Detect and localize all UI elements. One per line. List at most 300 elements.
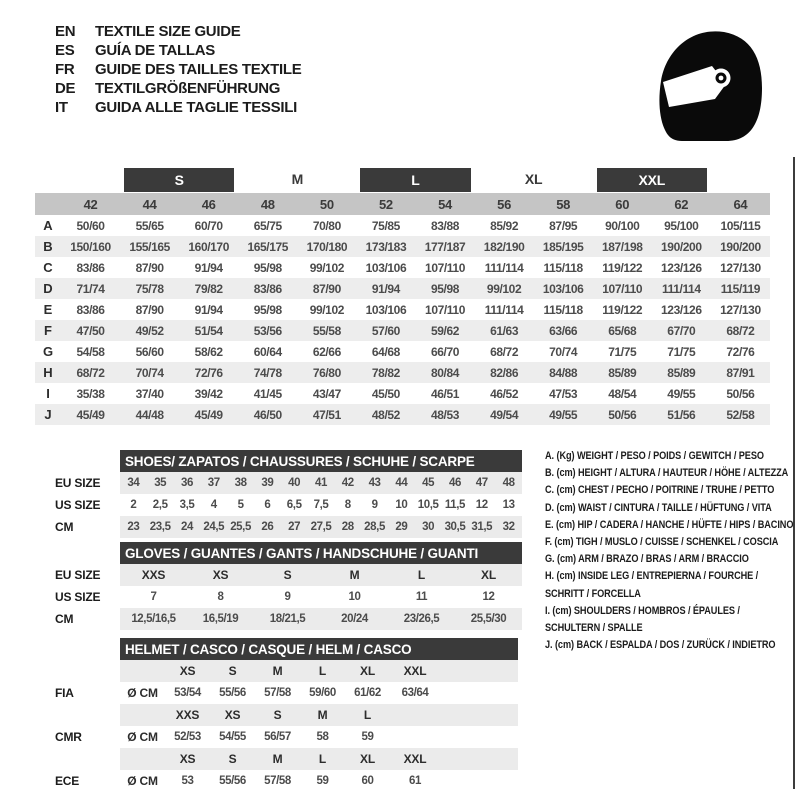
measure-value-cell: 68/72 — [490, 344, 519, 359]
measure-value-cell: 190/200 — [652, 236, 711, 257]
gloves-cell: 9 — [284, 591, 291, 603]
measure-value-cell: 87/91 — [711, 362, 770, 383]
size-group-box: L — [360, 168, 470, 192]
shoes-cell: 31,5 — [468, 516, 495, 538]
size-number-row — [35, 193, 770, 215]
legend-line-4: E. (cm) HIP / CADERA / HANCHE / HÜFTE / HIPS / BACINO — [545, 518, 794, 531]
shoes-cell: 3,5 — [179, 499, 195, 511]
measure-value-cell: 103/106 — [365, 302, 407, 317]
gloves-cell: 12 — [482, 591, 495, 603]
helmet-cell: XXS — [165, 704, 210, 726]
helmet-cell: 63/64 — [401, 687, 429, 699]
gloves-title-spacer — [55, 542, 120, 564]
measure-row-h — [35, 362, 770, 383]
helmet-cell: 59/60 — [309, 687, 336, 699]
measure-value-cell: 70/74 — [549, 344, 578, 359]
measurement-legend — [545, 448, 793, 654]
measure-value-cell: 115/118 — [543, 302, 583, 317]
size-group-cell — [475, 167, 593, 193]
helmet-row-1 — [55, 682, 518, 704]
shoes-cell: 24,5 — [200, 516, 227, 538]
helmet-cell — [440, 682, 518, 704]
measure-value-cell: 35/38 — [76, 386, 105, 401]
helmet-title-bar: HELMET / CASCO / CASQUE / HELM / CASCO — [120, 638, 518, 660]
helmet-title-row — [55, 638, 518, 660]
measure-value-cell: 45/49 — [179, 404, 238, 425]
helmet-cell: 55/56 — [219, 775, 246, 787]
shoes-cell: 39 — [254, 472, 281, 494]
gloves-cell: 23/26,5 — [388, 608, 455, 630]
measure-value-cell: 187/198 — [593, 236, 652, 257]
gloves-cell: 10 — [348, 591, 361, 603]
measure-value-cell: 50/60 — [76, 218, 105, 233]
shoes-cell: 48 — [495, 472, 522, 494]
helmet-cell — [440, 704, 518, 726]
measure-row-label: I — [46, 386, 50, 401]
helmet-cell: XL — [345, 748, 390, 770]
measure-value-cell: 115/119 — [711, 278, 770, 299]
title-line-it — [55, 98, 301, 117]
measure-value-cell: 155/165 — [120, 236, 179, 257]
language-code: EN — [55, 23, 76, 40]
shoes-cell: 27,5 — [308, 516, 335, 538]
measure-value-cell: 185/195 — [534, 236, 593, 257]
measure-value-cell: 127/130 — [720, 302, 761, 317]
legend-line-9: I. (cm) SHOULDERS / HOMBROS / ÉPAULES / — [545, 604, 740, 617]
shoes-cell: 4 — [210, 499, 217, 511]
shoes-cell: 35 — [147, 472, 174, 494]
size-group-box: XXL — [597, 168, 707, 192]
measure-value-cell: 107/110 — [425, 260, 465, 275]
helmet-cell: L — [300, 660, 345, 682]
measure-value-cell: 79/82 — [179, 278, 238, 299]
measure-value-cell: 63/66 — [534, 320, 593, 341]
helmet-cell: M — [255, 748, 300, 770]
measure-value-cell: 49/55 — [667, 386, 696, 401]
measure-value-cell: 49/54 — [475, 404, 534, 425]
measure-value-cell: 95/98 — [253, 260, 282, 275]
measure-value-cell: 60/70 — [194, 218, 223, 233]
gloves-row-label: CM — [55, 612, 74, 626]
size-number-cell: 60 — [593, 193, 652, 215]
measure-value-cell: 103/106 — [365, 260, 407, 275]
measure-value-cell: 170/180 — [297, 236, 356, 257]
helmet-cell — [440, 660, 518, 682]
measure-value-cell: 71/75 — [667, 344, 696, 359]
measure-value-cell: 58/62 — [194, 344, 223, 359]
helmet-cell: 52/53 — [174, 731, 201, 743]
measure-row-label: C — [43, 260, 53, 275]
measure-value-cell: 51/56 — [652, 404, 711, 425]
helmet-cell: S — [210, 660, 255, 682]
language-title: GUÍA DE TALLAS — [95, 42, 215, 59]
measure-value-cell: 57/60 — [356, 320, 415, 341]
shoes-cell: 28 — [334, 516, 361, 538]
legend-line-3: D. (cm) WAIST / CINTURA / TAILLE / HÜFTUNG / VITA — [545, 501, 772, 514]
measure-value-cell: 64/68 — [371, 344, 400, 359]
measure-value-cell: 61/63 — [475, 320, 534, 341]
page-edge-line — [793, 157, 795, 789]
helmet-row-label: ECE — [55, 774, 80, 788]
helmet-cell: S — [255, 704, 300, 726]
measure-value-cell: 74/78 — [238, 362, 297, 383]
helmet-cell — [440, 726, 518, 748]
measure-value-cell: 62/66 — [312, 344, 341, 359]
gloves-body — [55, 542, 522, 630]
shoes-row-0 — [55, 472, 522, 494]
size-group-cell — [120, 167, 238, 193]
gloves-row-label: EU SIZE — [55, 568, 101, 582]
measure-value-cell: 50/56 — [726, 386, 755, 401]
helmet-cell: XL — [345, 660, 390, 682]
measure-value-cell: 123/126 — [661, 302, 702, 317]
size-band-spacer — [35, 193, 61, 215]
measure-value-cell: 56/60 — [135, 344, 164, 359]
measure-row-label: D — [35, 278, 61, 299]
size-number-cell: 54 — [415, 193, 474, 215]
title-line-es — [55, 41, 301, 60]
helmet-cell: 59 — [361, 731, 374, 743]
measure-value-cell: 182/190 — [475, 236, 534, 257]
gloves-title-bar: GLOVES / GUANTES / GANTS / HANDSCHUHE / GUANTI — [120, 542, 522, 564]
measure-value-cell: 127/130 — [720, 260, 761, 275]
measure-value-cell: 99/102 — [309, 302, 344, 317]
measure-value-cell: 55/65 — [135, 218, 164, 233]
helmet-row-label — [55, 660, 120, 682]
helmet-cell: M — [255, 660, 300, 682]
language-title: TEXTILE SIZE GUIDE — [95, 23, 241, 40]
size-group-cell — [711, 167, 770, 193]
helmet-cell: L — [300, 748, 345, 770]
measure-value-cell: 68/72 — [711, 320, 770, 341]
legend-line-10: SCHULTERN / SPALLE — [545, 622, 643, 635]
measure-value-cell: 87/90 — [297, 278, 356, 299]
measure-value-cell: 99/102 — [475, 278, 534, 299]
shoes-cell: 37 — [200, 472, 227, 494]
shoes-cell: 32 — [495, 516, 522, 538]
shoes-cell: 34 — [120, 472, 147, 494]
helmet-cell: XS — [210, 704, 255, 726]
shoes-body — [55, 450, 522, 538]
gloves-title-row — [55, 542, 522, 564]
measure-value-cell: 70/80 — [312, 218, 341, 233]
shoes-cell: 10,5 — [417, 499, 439, 511]
measure-value-cell: 45/50 — [371, 386, 400, 401]
helmet-cell: 56/57 — [264, 731, 291, 743]
measure-value-cell: 115/118 — [543, 260, 583, 275]
shoes-cell: 30,5 — [442, 516, 469, 538]
shoes-cell: 23,5 — [147, 516, 174, 538]
measure-value-cell: 47/51 — [297, 404, 356, 425]
measure-value-cell: 107/110 — [593, 278, 652, 299]
legend-line-0: A. (Kg) WEIGHT / PESO / POIDS / GEWITCH / PESO — [545, 450, 764, 462]
measure-row-label: J — [35, 404, 61, 425]
measure-value-cell: 91/94 — [194, 260, 223, 275]
measure-value-cell: 59/62 — [415, 320, 474, 341]
measure-value-cell: 46/51 — [430, 386, 460, 401]
measure-value-cell: 48/52 — [356, 404, 415, 425]
shoes-size-table — [55, 450, 522, 538]
size-group-label: XL — [524, 171, 543, 187]
gloves-size-table — [55, 542, 522, 630]
helmet-body — [55, 638, 518, 792]
measure-value-cell: 76/80 — [297, 362, 356, 383]
size-group-cell — [238, 167, 356, 193]
legend-line-1: B. (cm) HEIGHT / ALTURA / HAUTEUR / HÖHE / ALTEZZA — [545, 467, 789, 480]
measure-row-b — [35, 236, 770, 257]
shoes-cell: 45 — [415, 472, 442, 494]
measure-value-cell: 37/40 — [135, 386, 164, 401]
shoes-row-label: CM — [55, 520, 74, 534]
measure-row-j — [35, 404, 770, 425]
shoes-cell: 36 — [174, 472, 201, 494]
measure-row-i — [35, 383, 770, 404]
shoes-cell: 44 — [388, 472, 415, 494]
size-number-cell: 48 — [238, 193, 297, 215]
title-line-fr — [55, 60, 301, 79]
measure-value-cell: 123/126 — [661, 260, 702, 275]
measure-value-cell: 49/55 — [534, 404, 593, 425]
helmet-row-label — [55, 704, 120, 726]
helmet-cell — [390, 704, 440, 726]
shoes-cell: 42 — [334, 472, 361, 494]
helmet-cell: 61/62 — [354, 687, 381, 699]
measure-value-cell: 70/74 — [120, 362, 179, 383]
measure-value-cell: 95/98 — [253, 302, 282, 317]
measure-value-cell: 46/50 — [238, 404, 297, 425]
helmet-row-label: FIA — [55, 686, 74, 700]
measure-value-cell: 87/90 — [135, 302, 164, 317]
gloves-cell: XXS — [120, 564, 187, 586]
shoes-cell: 29 — [388, 516, 415, 538]
gloves-row-1 — [55, 586, 522, 608]
measure-value-cell: 71/74 — [61, 278, 120, 299]
shoes-cell: 2,5 — [152, 499, 168, 511]
shoes-cell: 23 — [120, 516, 147, 538]
gloves-cell: 18/21,5 — [254, 608, 321, 630]
helmet-cell: 55/56 — [219, 687, 246, 699]
measure-row-g — [35, 341, 770, 362]
gloves-row-0 — [55, 564, 522, 586]
measure-row-label: F — [35, 320, 61, 341]
helmet-cell — [390, 726, 440, 748]
measure-value-cell: 95/98 — [415, 278, 474, 299]
shoes-cell: 6 — [264, 499, 271, 511]
size-group-row — [35, 167, 770, 193]
helmet-cell: 57/58 — [264, 687, 291, 699]
shoes-cell: 5 — [237, 499, 244, 511]
legend-line-2: C. (cm) CHEST / PECHO / POITRINE / TRUHE / PETTO — [545, 484, 775, 497]
measure-value-cell: 85/92 — [490, 218, 519, 233]
helmet-cell: S — [210, 748, 255, 770]
shoes-cell: 12 — [475, 499, 488, 511]
shoes-cell: 47 — [468, 472, 495, 494]
shoes-cell: 41 — [308, 472, 335, 494]
measure-value-cell: 72/76 — [179, 362, 238, 383]
size-number-cell: 42 — [61, 193, 120, 215]
shoes-cell: 7,5 — [313, 499, 329, 511]
gloves-cell: 11 — [415, 591, 428, 603]
helmet-row-2 — [55, 704, 518, 726]
shoes-title-row — [55, 450, 522, 472]
helmet-size-table — [55, 638, 518, 792]
language-code: DE — [55, 80, 76, 97]
measure-row-a — [35, 215, 770, 236]
measure-value-cell: 83/88 — [430, 218, 460, 233]
measure-value-cell: 85/89 — [652, 362, 711, 383]
shoes-cell: 8 — [344, 499, 351, 511]
measure-row-label: E — [43, 302, 53, 317]
helmet-cell: XXL — [390, 660, 440, 682]
helmet-cell: 61 — [409, 775, 421, 787]
gloves-cell: 16,5/19 — [187, 608, 254, 630]
title-line-en — [55, 22, 301, 41]
measure-value-cell: 55/58 — [297, 320, 356, 341]
measure-value-cell: 46/52 — [490, 386, 519, 401]
size-group-cell — [593, 167, 711, 193]
measure-row-label: B — [35, 236, 61, 257]
shoes-cell: 6,5 — [286, 499, 302, 511]
measure-row-c — [35, 257, 770, 278]
measure-value-cell: 43/47 — [312, 386, 341, 401]
gloves-cell: M — [321, 564, 388, 586]
language-title: GUIDE DES TAILLES TEXTILE — [95, 61, 302, 78]
shoes-cell: 9 — [371, 499, 378, 511]
measure-value-cell: 51/54 — [179, 320, 238, 341]
gloves-cell: 20/24 — [321, 608, 388, 630]
legend-line-5: F. (cm) TIGH / MUSLO / CUISSE / SCHENKEL / COSCIA — [545, 536, 779, 549]
size-number-cell: 44 — [120, 193, 179, 215]
measure-row-d — [35, 278, 770, 299]
shoes-row-1 — [55, 494, 522, 516]
measure-value-cell: 75/78 — [120, 278, 179, 299]
measure-value-cell: 90/100 — [605, 218, 640, 233]
measure-value-cell: 66/70 — [430, 344, 460, 359]
helmet-cell: L — [345, 704, 390, 726]
gloves-cell: S — [254, 564, 321, 586]
shoes-cell: 43 — [361, 472, 388, 494]
legend-line-11: J. (cm) BACK / ESPALDA / DOS / ZURÜCK / INDIETRO — [545, 639, 776, 652]
helmet-cell: 53 — [181, 775, 194, 787]
measure-value-cell: 111/114 — [484, 302, 524, 317]
helmet-row-5 — [55, 770, 518, 792]
shoes-cell: 30 — [415, 516, 442, 538]
helmet-cell: 57/58 — [264, 775, 291, 787]
measure-value-cell: 119/122 — [602, 302, 643, 317]
measure-value-cell: 78/82 — [356, 362, 415, 383]
title-line-de — [55, 79, 301, 98]
size-group-label: M — [291, 171, 304, 187]
shoes-cell: 46 — [442, 472, 469, 494]
gloves-row-2 — [55, 608, 522, 630]
measure-value-cell: 111/114 — [652, 278, 711, 299]
shoes-row-label: EU SIZE — [55, 476, 101, 490]
size-number-cell: 62 — [652, 193, 711, 215]
language-title: GUIDA ALLE TAGLIE TESSILI — [95, 99, 297, 116]
helmet-title-spacer — [55, 638, 120, 660]
helmet-cell: 59 — [316, 775, 329, 787]
size-number-cell: 56 — [475, 193, 534, 215]
measure-value-cell: 87/90 — [135, 260, 164, 275]
measure-value-cell: 48/53 — [415, 404, 474, 425]
helmet-cell: Ø CM — [127, 774, 158, 788]
measure-value-cell: 82/86 — [475, 362, 534, 383]
language-code: ES — [55, 42, 75, 59]
measure-value-cell: 105/115 — [720, 218, 761, 233]
measure-value-cell: 83/86 — [76, 260, 105, 275]
size-number-cell: 58 — [534, 193, 593, 215]
measure-value-cell: 65/75 — [253, 218, 282, 233]
helmet-row-3 — [55, 726, 518, 748]
measure-value-cell: 84/88 — [534, 362, 593, 383]
measure-value-cell: 85/89 — [593, 362, 652, 383]
measure-value-cell: 111/114 — [484, 260, 524, 275]
main-table-body — [35, 167, 770, 425]
measure-value-cell: 177/187 — [415, 236, 474, 257]
gloves-cell: 12,5/16,5 — [120, 608, 187, 630]
helmet-cell: M — [300, 704, 345, 726]
helmet-row-label: CMR — [55, 730, 82, 744]
measure-row-label: G — [42, 344, 54, 359]
measure-value-cell: 54/58 — [76, 344, 105, 359]
measure-value-cell: 41/45 — [253, 386, 282, 401]
size-group-cell — [356, 167, 474, 193]
measure-value-cell: 47/53 — [549, 386, 578, 401]
measure-value-cell: 107/110 — [425, 302, 465, 317]
shoes-row-label: US SIZE — [55, 498, 101, 512]
measure-value-cell: 53/56 — [238, 320, 297, 341]
measure-value-cell: 95/100 — [664, 218, 699, 233]
shoes-row-2 — [55, 516, 522, 538]
legend-line-8: SCHRITT / FORCELLA — [545, 587, 641, 600]
shoes-cell: 25,5 — [227, 516, 254, 538]
measure-value-cell: 71/75 — [608, 344, 637, 359]
gloves-cell: XS — [187, 564, 254, 586]
measure-value-cell: 91/94 — [356, 278, 415, 299]
helmet-cell: XS — [165, 660, 210, 682]
helmet-cell: XS — [165, 748, 210, 770]
language-titles — [55, 22, 301, 117]
shoes-cell: 11,5 — [444, 499, 466, 511]
measure-value-cell: 160/170 — [179, 236, 238, 257]
measure-value-cell: 173/183 — [356, 236, 415, 257]
main-size-table — [35, 167, 770, 425]
helmet-cell: Ø CM — [127, 686, 158, 700]
helmet-cell: 60 — [361, 775, 374, 787]
measure-value-cell: 80/84 — [415, 362, 474, 383]
measure-value-cell: 83/86 — [238, 278, 297, 299]
measure-value-cell: 50/56 — [593, 404, 652, 425]
shoes-cell: 26 — [254, 516, 281, 538]
gloves-cell: 8 — [217, 591, 224, 603]
helmet-icon — [653, 26, 765, 146]
measure-value-cell: 49/52 — [120, 320, 179, 341]
measure-value-cell: 91/94 — [194, 302, 223, 317]
language-code: IT — [55, 99, 68, 116]
shoes-cell: 24 — [174, 516, 201, 538]
measure-value-cell: 103/106 — [534, 278, 593, 299]
size-number-cell: 64 — [711, 193, 770, 215]
size-number-cell: 50 — [297, 193, 356, 215]
measure-row-f — [35, 320, 770, 341]
measure-value-cell: 48/54 — [608, 386, 637, 401]
helmet-cell: Ø CM — [127, 730, 158, 744]
measure-value-cell: 99/102 — [309, 260, 344, 275]
gloves-cell: L — [388, 564, 455, 586]
helmet-row-label — [55, 748, 120, 770]
legend-line-7: H. (cm) INSIDE LEG / ENTREPIERNA / FOURCHE / — [545, 570, 759, 583]
shoes-title-spacer — [55, 450, 120, 472]
